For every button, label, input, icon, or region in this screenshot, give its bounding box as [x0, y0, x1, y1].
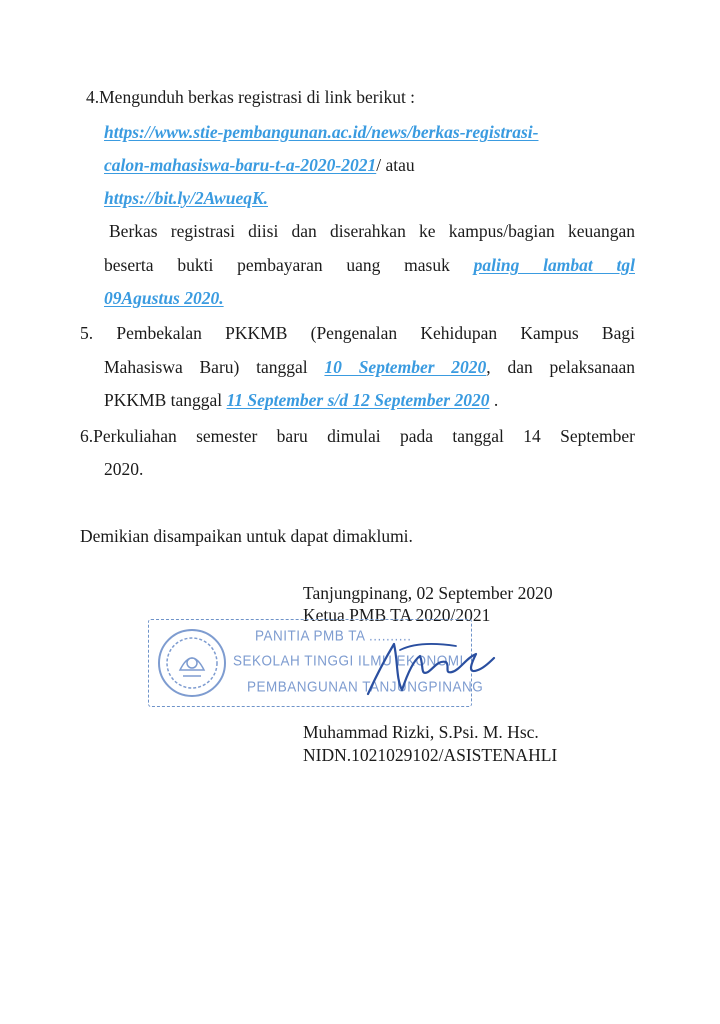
handwritten-signature — [360, 632, 500, 710]
item-6-line-1: 6.Perkuliahan semester baru dimulai pada tanggal 14 September — [80, 426, 635, 446]
institution-seal-icon — [155, 626, 229, 700]
item-5-tail: , dan pelaksanaan — [486, 357, 635, 377]
item-5-text: Mahasiswa Baru) tanggal — [104, 357, 308, 377]
item-4-paragraph-line-2 — [104, 254, 635, 276]
item-5-line-2 — [104, 356, 635, 378]
item-4-heading: 4.Mengunduh berkas registrasi di link berikut : — [86, 87, 416, 107]
item-5-line-3 — [104, 389, 498, 411]
signatory-name: Muhammad Rizki, S.Psi. M. Hsc. — [303, 722, 539, 742]
item-4-paragraph-line-3 — [104, 287, 224, 309]
item-6-line-2: 2020. — [104, 459, 144, 479]
stamp-line-1: PANITIA PMB TA .......... — [255, 627, 412, 644]
closing-statement: Demikian disampaikan untuk dapat dimaklumi. — [80, 526, 413, 546]
pkkmb-date-group — [324, 357, 635, 377]
paragraph-text: beserta bukti pembayaran uang masuk — [104, 255, 450, 275]
pkkmb-briefing-date-link[interactable]: 10 September 2020 — [324, 357, 487, 377]
item-5-line-1: 5. Pembekalan PKKMB (Pengenalan Kehidupan Kampus Bagi — [80, 323, 635, 343]
item-5-line-3-text: PKKMB tanggal — [104, 390, 223, 410]
registration-link-part-2[interactable]: calon-mahasiswa-baru-t-a-2020-2021 — [104, 155, 377, 175]
short-link[interactable]: https://bit.ly/2AwueqK. — [104, 188, 269, 208]
signatory-nidn: NIDN.1021029102/ASISTENAHLI — [303, 745, 558, 765]
stamp-line-3: PEMBANGUNAN TANJUNGPINANG — [247, 678, 484, 695]
link-connector: / atau — [376, 155, 415, 175]
place-and-date: Tanjungpinang, 02 September 2020 — [303, 583, 553, 603]
registration-link-line-1[interactable] — [104, 121, 538, 143]
deadline-link[interactable]: paling lambat tgl — [473, 255, 635, 275]
pkkmb-execution-date-link[interactable]: 11 September s/d 12 September 2020 — [226, 390, 490, 410]
signatory-position: Ketua PMB TA 2020/2021 — [303, 605, 491, 625]
short-link-line — [104, 187, 268, 209]
stamp-line-2: SEKOLAH TINGGI ILMU EKONOMI — [233, 652, 464, 669]
registration-link-line-2 — [104, 154, 415, 176]
registration-link-part-1[interactable]: https://www.stie-pembangunan.ac.id/news/berkas-registrasi- — [104, 122, 539, 142]
deadline-date-link[interactable]: 09Agustus 2020. — [104, 288, 224, 308]
item-5-line-3-tail: . — [489, 390, 499, 410]
item-4-paragraph-line-1: Berkas registrasi diisi dan diserahkan ke kampus/bagian keuangan — [109, 221, 635, 241]
